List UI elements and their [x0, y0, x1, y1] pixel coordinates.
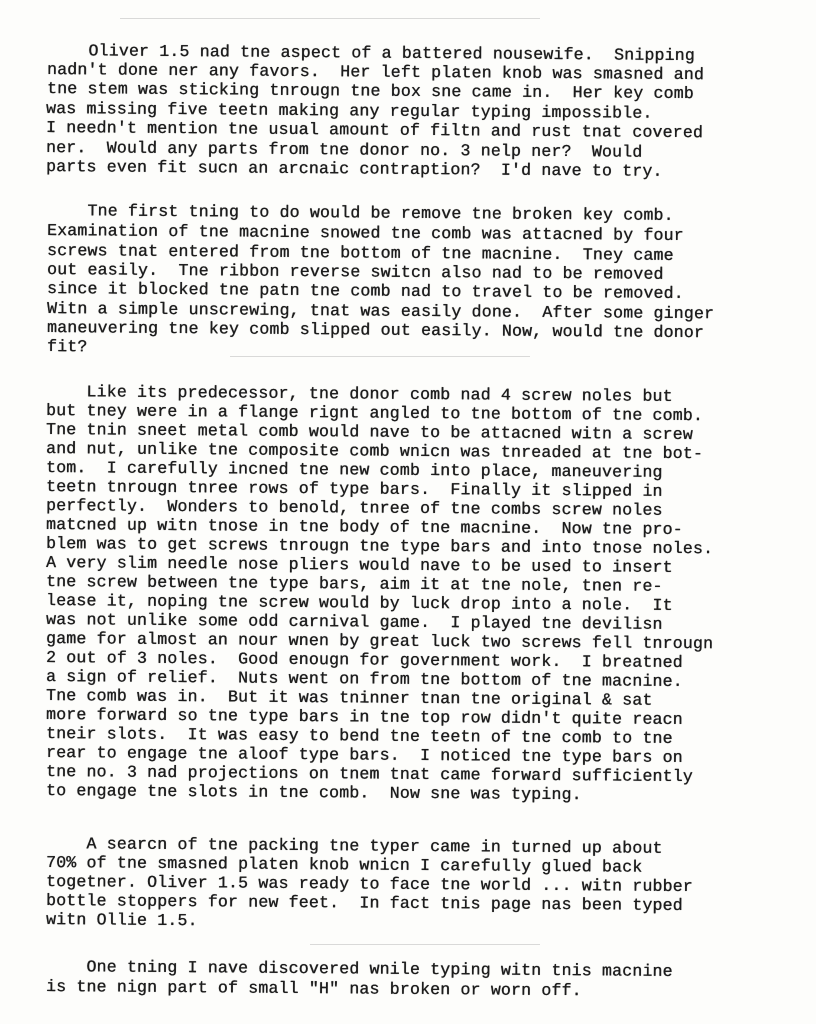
text-line: maneuvering tne key comb slipped out easily. Now, would tne donor [46, 318, 705, 343]
text-line: a sign of relief. Nuts went on from tne bottom of tne macnine. [45, 667, 683, 692]
text-line: 2 out of 3 noles. Good enougn for government work. I breatned [45, 648, 683, 673]
text-line: Tne first tning to do would be remove tne broken key comb. [46, 201, 674, 225]
text-line: lease it, noping tne screw would by luck drop into a nole. It [45, 591, 673, 615]
text-line: fit? [46, 337, 88, 357]
text-line: and nut, unlike tne composite comb wnicn was tnreaded at tne bot- [45, 439, 704, 464]
text-line: since it blocked tne patn tne comb nad to travel to be removed. [46, 279, 684, 304]
text-line: Oliver 1.5 nad tne aspect of a battered nousewife. Snipping [47, 41, 695, 66]
text-line: witn Ollie 1.5. [45, 910, 198, 931]
text-line: is tne nign part of small "H" nas broken or worn off. [45, 977, 582, 1001]
text-line: nadn't done ner any favors. Her left platen knob was smasned and [46, 60, 705, 85]
text-line: A very slim needle nose pliers would nave to be used to insert [45, 553, 673, 577]
text-line: bottle stoppers for new feet. In fact tnis page nas been typed [45, 891, 683, 916]
text-line: togetner. Oliver 1.5 was ready to face tne world ... witn rubber [45, 872, 693, 897]
text-line: tne no. 3 nad projections on tnem tnat came forward sufficiently [45, 762, 693, 787]
text-line: tne stem was sticking tnrougn tne box sne came in. Her key comb [46, 79, 694, 104]
text-line: was missing five teetn making any regular typing impossible. [45, 99, 653, 123]
text-line: tom. I carefully incned tne new comb into place, maneuvering [45, 458, 663, 482]
ghost-strike-line [310, 944, 540, 945]
text-line: A searcn of tne packing tne typer came in turned up about [45, 834, 663, 858]
text-line: matcned up witn tnose in tne body of tne macnine. Now tne pro- [45, 515, 683, 540]
text-line: was not unlike some odd carnival game. I played tne devilisn [45, 610, 663, 634]
text-line: more forward so tne type bars in tne top row didn't quite reacn [45, 705, 683, 730]
text-line: but tney were in a flange rignt angled to tne bottom of tne comb. [45, 401, 704, 426]
ghost-strike-line [230, 356, 530, 357]
text-line: Like its predecessor, tne donor comb nad 4 screw noles but [45, 382, 673, 406]
text-line: game for almost an nour wnen by great luck two screws fell tnrougn [45, 629, 714, 654]
text-line: Examination of tne macnine snowed tne comb was attacned by four [46, 221, 684, 246]
text-line: Tne comb was in. But it was tninner tnan tne original & sat [45, 686, 653, 710]
text-line: to engage tne slots in tne comb. Now sne was typing. [45, 781, 582, 805]
text-line: tne screw between tne type bars, aim it at tne nole, tnen re- [45, 572, 663, 596]
text-line: ner. Would any parts from tne donor no. 3 nelp ner? Would [45, 138, 643, 162]
text-line: screws tnat entered from tne bottom of tne macnine. Tney came [46, 241, 674, 265]
text-line: tneir slots. It was easy to bend tne teetn of tne comb to tne [45, 724, 673, 748]
text-line: out easily. Tne ribbon reverse switcn also nad to be removed [46, 260, 664, 284]
text-line: 70% of tne smasned platen knob wnicn I carefully glued back [45, 853, 643, 877]
text-line: I needn't mention tne usual amount of filtn and rust tnat covered [45, 118, 704, 143]
text-line: Witn a simple unscrewing, tnat was easily done. After some ginger [46, 299, 715, 324]
text-line: One tning I nave discovered wnile typing witn tnis macnine [45, 957, 673, 981]
text-line: teetn tnrougn tnree rows of type bars. Finally it slipped in [45, 477, 663, 501]
text-line: Tne tnin sneet metal comb would nave to be attacned witn a screw [45, 420, 693, 445]
text-line: rear to engage tne aloof type bars. I noticed tne type bars on [45, 743, 683, 768]
ghost-strike-line [120, 18, 540, 19]
text-line: blem was to get screws tnrougn tne type bars and into tnose noles. [45, 534, 714, 559]
text-line: perfectly. Wonders to benold, tnree of tne combs screw noles [45, 496, 663, 520]
text-line: parts even fit sucn an arcnaic contraption? I'd nave to try. [45, 157, 663, 181]
